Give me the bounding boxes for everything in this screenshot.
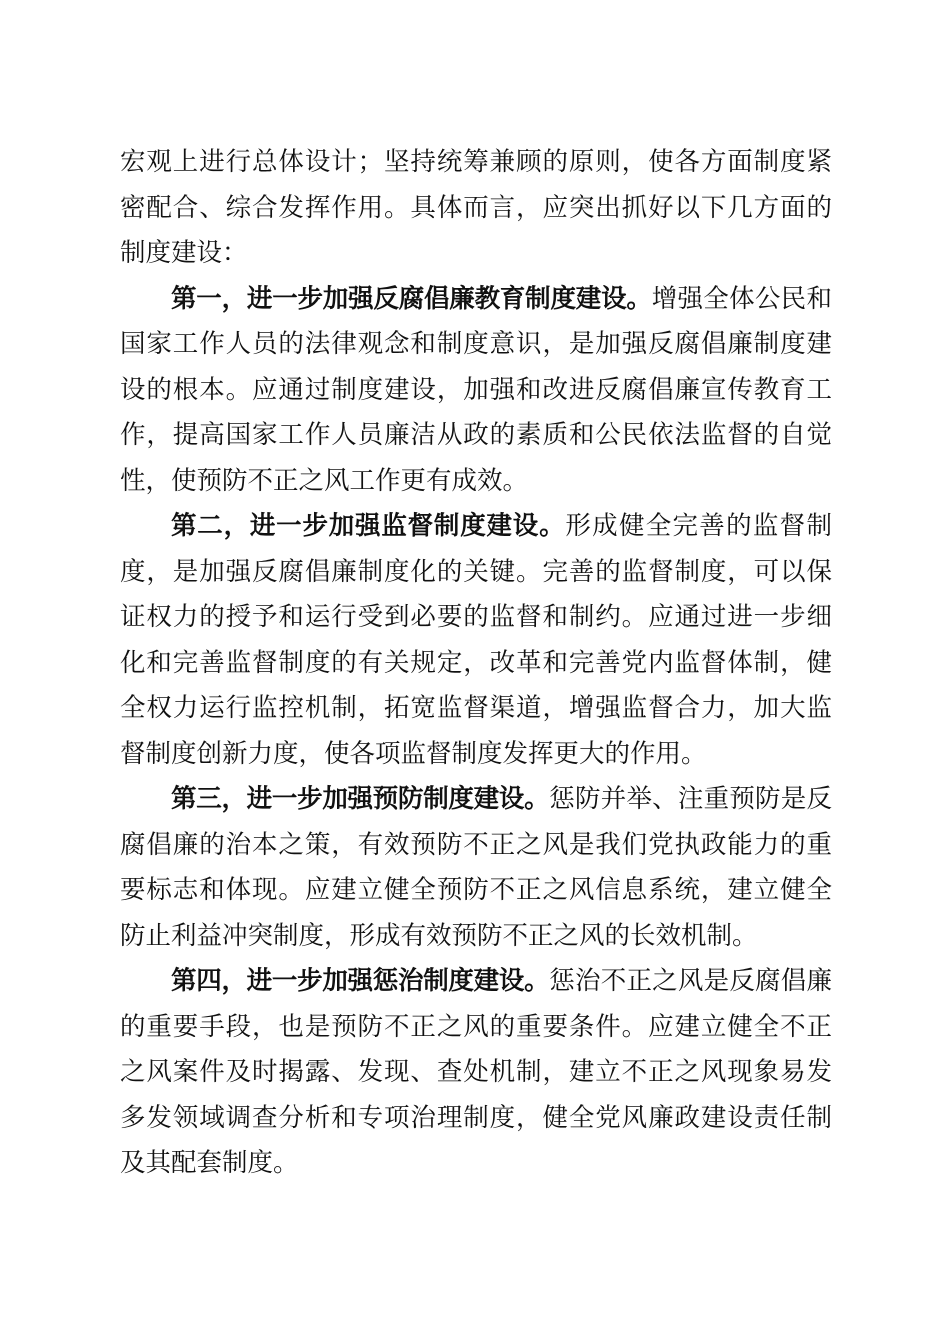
paragraph-heading: 第二，进一步加强监督制度建设。 <box>171 511 566 541</box>
paragraph-body: 增强全体公民和国家工作人员的法律观念和制度意识，是加强反腐倡廉制度建设的根本。应通过制度建设，加强和改进反腐倡廉宣传教育工作，提高国家工作人员廉洁从政的素质和公民依法监督的自觉性，使预防不正之风工作更有成效。 <box>120 283 832 496</box>
prevention-paragraph <box>120 777 832 959</box>
paragraph-body: 形成健全完善的监督制度，是加强反腐倡廉制度化的关键。完善的监督制度，可以保证权力的授予和运行受到必要的监督和制约。应通过进一步细化和完善监督制度的有关规定，改革和完善党内监督体制，健全权力运行监控机制，拓宽监督渠道，增强监督合力，加大监督制度创新力度，使各项监督制度发挥更大的作用。 <box>120 511 832 769</box>
paragraph-body: 宏观上进行总体设计；坚持统筹兼顾的原则，使各方面制度紧密配合、综合发挥作用。具体而言，应突出抓好以下几方面的制度建设： <box>120 147 832 268</box>
paragraph-heading: 第四，进一步加强惩治制度建设。 <box>171 966 550 996</box>
paragraph-body: 惩治不正之风是反腐倡廉的重要手段，也是预防不正之风的重要条件。应建立健全不正之风案件及时揭露、发现、查处机制，建立不正之风现象易发多发领域调查分析和专项治理制度，健全党风廉政建设责任制及其配套制度。 <box>120 966 832 1178</box>
paragraph-body: 惩防并举、注重预防是反腐倡廉的治本之策，有效预防不正之风是我们党执政能力的重要标志和体现。应建立健全预防不正之风信息系统，建立健全防止利益冲突制度，形成有效预防不正之风的长效机制。 <box>120 784 832 951</box>
education-paragraph <box>120 277 832 505</box>
paragraph-heading: 第一，进一步加强反腐倡廉教育制度建设。 <box>171 283 652 314</box>
document-page <box>120 140 832 1187</box>
paragraph-heading: 第三，进一步加强预防制度建设。 <box>171 784 550 814</box>
intro-paragraph <box>120 140 832 277</box>
punishment-paragraph <box>120 959 832 1187</box>
supervision-paragraph <box>120 504 832 777</box>
